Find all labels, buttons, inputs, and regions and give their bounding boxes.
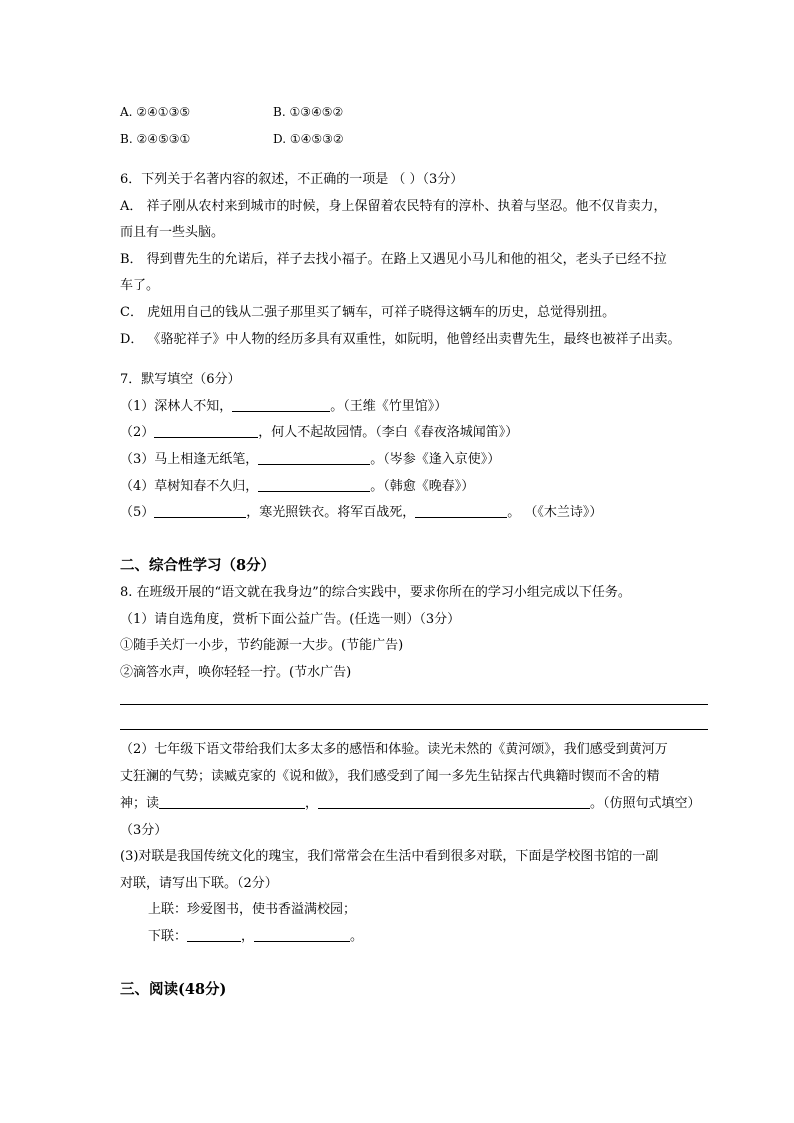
- q7-1-suffix: 。（王维《竹里馆》）: [330, 399, 448, 414]
- q6-option-a-line2: 而且有一些头脑。: [120, 225, 225, 240]
- couplet-lower-prefix: 下联：: [148, 929, 188, 944]
- q6-option-b-line2: 车了。: [120, 278, 160, 293]
- q7-line-4: [120, 478, 474, 496]
- q6-stem: 6．下列关于名著内容的叙述，不正确的一项是 （ ）（3分）: [120, 172, 464, 187]
- q8-part2-prefix: 神；读: [120, 796, 160, 811]
- q7-2-suffix: ，何人不起故园情。（李白《春夜洛城闻笛》）: [258, 425, 519, 440]
- q7-5-blank-a[interactable]: [154, 504, 246, 518]
- q7-line-5: [120, 504, 602, 522]
- q8-part2-line1: （2）七年级下语文带给我们太多太多的感悟和体验。读光未然的《黄河颂》，我们感受到黄河万: [120, 742, 668, 757]
- q6-option-c: C． 虎妞用自己的钱从二强子那里买了辆车，可祥子晓得这辆车的历史，总觉得别扭。: [120, 305, 616, 320]
- q8-part3-line2: 对联，请写出下联。（2分）: [120, 876, 278, 891]
- q6-option-d: D． 《骆驼祥子》中人物的经历多具有双重性，如阮明，他曾经出卖曹先生，最终也被祥子出卖。: [120, 332, 681, 347]
- q7-5-prefix: （5）: [120, 505, 155, 520]
- couplet-lower-blank-b[interactable]: [254, 928, 350, 942]
- q7-1-blank[interactable]: [232, 398, 330, 412]
- q5-option-d: D. ①④⑤③②: [273, 132, 344, 146]
- q7-5-suffix: 。 （《木兰诗》）: [507, 505, 603, 520]
- q7-3-suffix: 。（岑参《逢入京使》）: [370, 452, 501, 467]
- q7-4-blank[interactable]: [258, 478, 370, 492]
- q7-1-prefix: （1）深林人不知，: [120, 399, 233, 414]
- q8-part2-line2: 丈狂澜的气势；读臧克家的《说和做》，我们感受到了闻一多先生钻探古代典籍时锲而不舍的精: [120, 769, 660, 784]
- q7-line-3: [120, 451, 500, 469]
- q7-line-2: [120, 424, 518, 442]
- q5-option-b: B. ①③④⑤②: [273, 105, 344, 119]
- q7-line-1: [120, 398, 447, 416]
- q8-part2-blank-b[interactable]: [318, 795, 590, 809]
- q5-option-c: B. ②④⑤③①: [120, 132, 191, 146]
- couplet-lower-comma: ，: [241, 929, 255, 944]
- couplet-upper: 上联：珍爱图书，使书香溢满校园；: [148, 902, 357, 917]
- section-3-heading: 三、阅读(48分): [120, 981, 227, 998]
- q8-part3-line1: (3)对联是我国传统文化的瑰宝，我们常常会在生活中看到很多对联，下面是学校图书馆的一副: [120, 849, 659, 864]
- section-2-heading: 二、综合性学习（8分）: [120, 557, 276, 574]
- q7-5-blank-b[interactable]: [415, 504, 507, 518]
- q7-2-blank[interactable]: [154, 424, 258, 438]
- q6-option-a-line1: A． 祥子刚从农村来到城市的时候，身上保留着农民特有的淳朴、执着与坚忍。他不仅肯卖力，: [120, 199, 667, 214]
- q7-3-blank[interactable]: [258, 451, 370, 465]
- q8-stem: 8. 在班级开展的“语文就在我身边”的综合实践中，要求你所在的学习小组完成以下任务。: [120, 585, 631, 600]
- q8-part2-line4: （3分）: [120, 823, 168, 838]
- couplet-lower-blank-a[interactable]: [187, 928, 241, 942]
- q7-2-prefix: （2）: [120, 425, 155, 440]
- q7-stem: 7．默写填空（6分）: [120, 372, 241, 387]
- q6-option-b-line1: B． 得到曹先生的允诺后，祥子去找小福子。在路上又遇见小马儿和他的祖父，老头子已经不拉: [120, 252, 667, 267]
- answer-line-2[interactable]: [120, 729, 708, 730]
- q8-ad-2: ②滴答水声，唤你轻轻一拧。(节水广告): [120, 665, 352, 680]
- q7-5-middle: ，寒光照铁衣。将军百战死，: [246, 505, 416, 520]
- q8-part2-blank-a[interactable]: [159, 795, 305, 809]
- q8-part2-line3: [120, 795, 701, 813]
- q8-part2-comma: ，: [305, 796, 319, 811]
- q8-part2-suffix: 。（仿照句式填空）: [590, 796, 701, 811]
- q5-option-a: A. ②④①③⑤: [120, 105, 191, 119]
- q7-4-suffix: 。（韩愈《晚春》）: [370, 479, 475, 494]
- couplet-lower-end: 。: [350, 929, 364, 944]
- couplet-lower: [148, 928, 363, 946]
- answer-line-1[interactable]: [120, 704, 708, 705]
- q8-part1: （1）请自选角度，赏析下面公益广告。(任选一则）（3分）: [120, 612, 461, 627]
- q7-3-prefix: （3）马上相逢无纸笔，: [120, 452, 259, 467]
- q8-ad-1: ①随手关灯一小步，节约能源一大步。(节能广告): [120, 638, 404, 653]
- q7-4-prefix: （4）草树知春不久归，: [120, 479, 259, 494]
